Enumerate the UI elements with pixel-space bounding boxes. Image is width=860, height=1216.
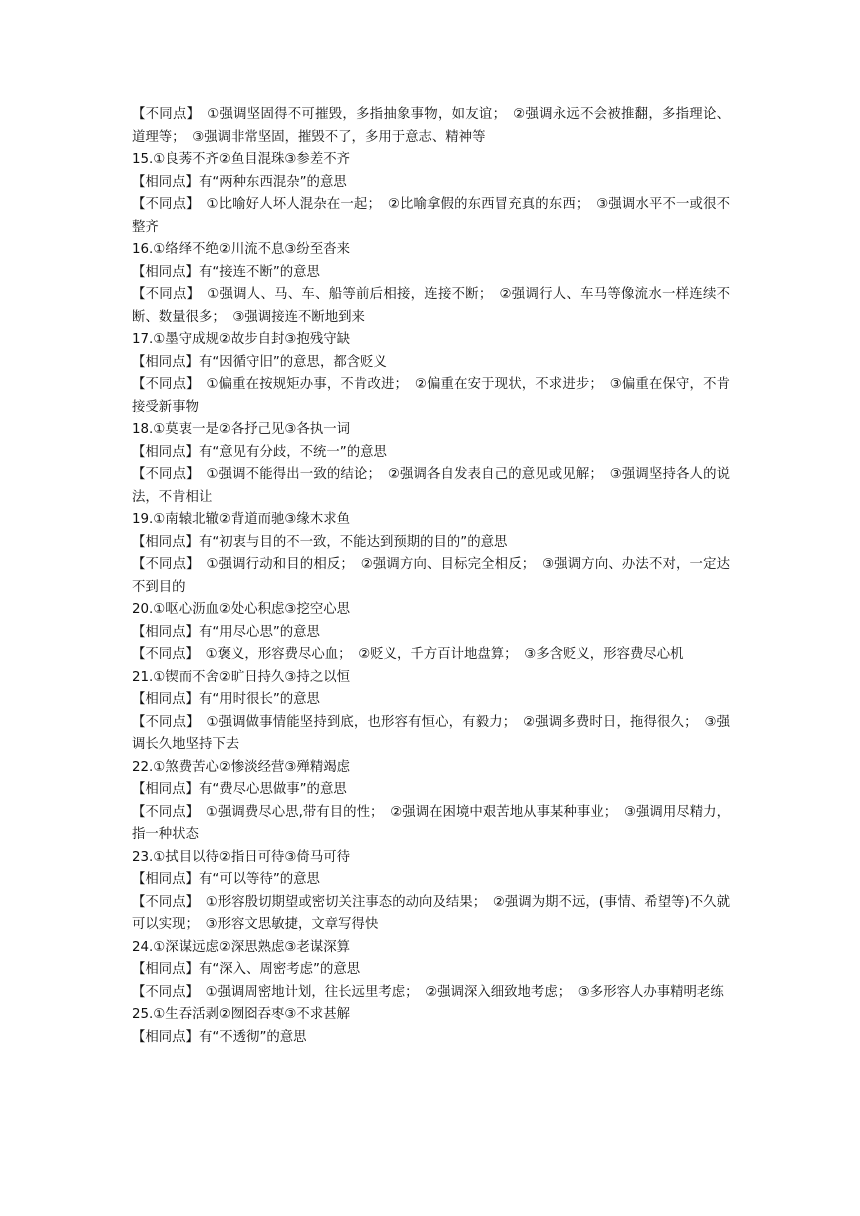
differences-paragraph: 【不同点】 ①褒义，形容费尽心血； ②贬义，千方百计地盘算； ③多含贬义，形容费尽心机 [132, 647, 684, 662]
idiom-group-heading: 25.①生吞活剥②囫囵吞枣③不求甚解 [132, 1007, 350, 1022]
similarity-line: 【相同点】有“初衷与目的不一致，不能达到预期的目的”的意思 [132, 534, 508, 550]
similarity-line: 【相同点】有“意见有分歧，不统一”的意思 [132, 444, 387, 460]
idiom-group-heading: 18.①莫衷一是②各抒己见③各执一词 [132, 422, 350, 437]
differences-paragraph: 【不同点】 ①强调坚固得不可摧毁，多指抽象事物，如友谊； ②强调永远不会被推翻，多指理论、道理等； ③强调非常坚固，摧毁不了，多用于意志、精神等 [132, 107, 730, 145]
similarity-line: 【相同点】有“费尽心思做事”的意思 [132, 782, 347, 797]
differences-paragraph: 【不同点】 ①强调不能得出一致的结论； ②强调各自发表自己的意见或见解； ③强调坚持各人的说法，不肯相让 [132, 467, 730, 505]
differences-paragraph: 【不同点】 ①强调人、马、车、船等前后相接，连接不断； ②强调行人、车马等像流水一样连续不断、数量很多； ③强调接连不断地到来 [132, 287, 730, 325]
differences-paragraph: 【不同点】 ①强调行动和目的相反； ②强调方向、目标完全相反； ③强调方向、办法不对，一定达不到目的 [132, 557, 730, 595]
idiom-group-heading: 23.①拭目以待②指日可待③倚马可待 [132, 849, 350, 865]
idiom-group-heading: 16.①络绎不绝②川流不息③纷至沓来 [132, 242, 350, 257]
idiom-group-heading: 17.①墨守成规②故步自封③抱残守缺 [132, 332, 350, 347]
differences-paragraph: 【不同点】 ①形容殷切期望或密切关注事态的动向及结果； ②强调为期不远，(事情、希望等)不久就可以实现； ③形容文思敏捷，文章写得快 [132, 894, 730, 932]
document-page [132, 104, 730, 1049]
differences-paragraph: 【不同点】 ①比喻好人坏人混杂在一起； ②比喻拿假的东西冒充真的东西； ③强调水平不一或很不整齐 [132, 197, 730, 235]
differences-paragraph: 【不同点】 ①偏重在按规矩办事，不肯改进； ②偏重在安于现状，不求进步； ③偏重在保守，不肯接受新事物 [132, 377, 730, 415]
similarity-line: 【相同点】有“深入、周密考虑”的意思 [132, 962, 361, 977]
idiom-group-heading: 22.①煞费苦心②惨淡经营③殚精竭虑 [132, 759, 350, 775]
similarity-line: 【相同点】有“因循守旧”的意思，都含贬义 [132, 354, 387, 370]
similarity-line: 【相同点】有“用尽心思”的意思 [132, 624, 320, 640]
idiom-group-heading: 21.①锲而不舍②旷日持久③持之以恒 [132, 669, 350, 685]
similarity-line: 【相同点】有“不透彻”的意思 [132, 1029, 307, 1045]
similarity-line: 【相同点】有“接连不断”的意思 [132, 264, 320, 280]
differences-paragraph: 【不同点】 ①强调周密地计划，往长远里考虑； ②强调深入细致地考虑； ③多形容人办事精明老练 [132, 984, 724, 1000]
idiom-group-heading: 19.①南辕北辙②背道而驰③缘木求鱼 [132, 512, 350, 527]
differences-paragraph: 【不同点】 ①强调费尽心思,带有目的性； ②强调在困境中艰苦地从事某种事业； ③强调用尽精力，指一种状态 [132, 804, 730, 842]
idiom-group-heading: 20.①呕心沥血②处心积虑③挖空心思 [132, 602, 350, 617]
similarity-line: 【相同点】有“两种东西混杂”的意思 [132, 174, 347, 190]
differences-paragraph: 【不同点】 ①强调做事情能坚持到底，也形容有恒心，有毅力； ②强调多费时日，拖得很久； ③强调长久地坚持下去 [132, 714, 730, 752]
idiom-group-heading: 24.①深谋远虑②深思熟虑③老谋深算 [132, 939, 350, 955]
similarity-line: 【相同点】有“可以等待”的意思 [132, 872, 320, 887]
similarity-line: 【相同点】有“用时很长”的意思 [132, 692, 320, 707]
idiom-group-heading: 15.①良莠不齐②鱼目混珠③参差不齐 [132, 152, 350, 167]
